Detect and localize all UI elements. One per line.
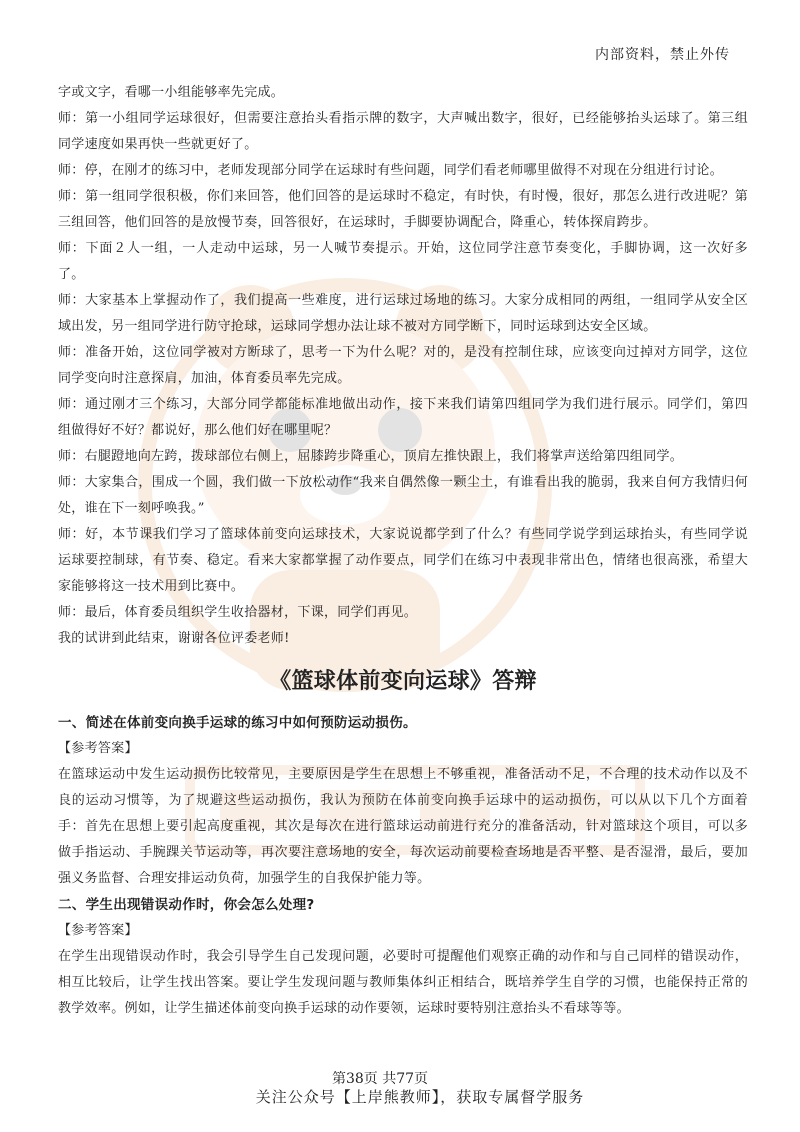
paragraph: 字或文字，看哪一小组能够率先完成。: [58, 85, 285, 100]
answer-text: 在学生出现错误动作时，我会引导学生自己发现问题，必要时可提醒他们观察正确的动作和与自己同样的错误动作，相互比较后，让学生找出答案。要让学生发现问题与教师集体纠正相结合，既培养学生自学的习惯，也能保持正常的教学效率。例如，让学生描述体前变向换手运球的动作要领，运球时要特别注意抬头不看球等等。: [58, 949, 748, 1016]
confidential-notice: 内部资料，禁止外传: [595, 47, 730, 63]
main-content: [58, 80, 748, 1022]
paragraph: 师：大家集合，围成一个圆，我们做一下放松动作“我来自偶然像一颗尘土，有谁看出我的脆弱，我来自何方我情归何处，谁在下一刻呼唤我。”: [58, 475, 748, 516]
paragraph: 师：第一小组同学运球很好，但需要注意抬头看指示牌的数字，大声喊出数字，很好，已经能够抬头运球了。第三组同学速度如果再快一些就更好了。: [58, 111, 748, 152]
paragraph: 我的试讲到此结束，谢谢各位评委老师!: [58, 631, 290, 646]
question-heading: 一、简述在体前变向换手运球的练习中如何预防运动损伤。: [58, 715, 417, 731]
paragraph: 师：最后，体育委员组织学生收拾器材，下课，同学们再见。: [58, 605, 418, 620]
defense-title: 《篮球体前变向运球》答辩: [269, 669, 537, 694]
paragraph: 师：通过刚才三个练习，大部分同学都能标准地做出动作，接下来我们请第四组同学为我们进行展示。同学们，第四组做得好不好？都说好，那么他们好在哪里呢？: [58, 397, 748, 438]
answer-text: 在篮球运动中发生运动损伤比较常见，主要原因是学生在思想上不够重视，准备活动不足，不合理的技术动作以及不良的运动习惯等，为了规避这些运动损伤，我认为预防在体前变向换手运球中的运动损伤，可以从以下几个方面着手：首先在思想上要引起高度重视，其次是每次在进行篮球运动前进行充分的准备活动，针对篮球这个项目，可以多做手指运动、手腕踝关节运动等，再次要注意场地的安全，每次运动前要检查场地是否平整、是否湿滑，最后，要加强义务监督、合理安排运动负荷，加强学生的自我保护能力等。: [58, 767, 748, 886]
page-number: 第38页 共77页: [331, 1071, 429, 1087]
page-footer: [0, 1070, 800, 1106]
paragraph: 师：第一组同学很积极，你们来回答，他们回答的是运球时不稳定，有时快，有时慢，很好，那怎么进行改进呢？第三组回答，他们回答的是放慢节奏，回答很好，在运球时，手脚要协调配合，降重心，转体探肩跨步。: [58, 189, 748, 230]
paragraph: 师：大家基本上掌握动作了，我们提高一些难度，进行运球过场地的练习。大家分成相同的两组，一组同学从安全区域出发，另一组同学进行防守抢球，运球同学想办法让球不被对方同学断下，同时运球到达安全区域。: [58, 293, 748, 334]
answer-label: 【参考答案】: [58, 741, 138, 756]
paragraph: 师：停，在刚才的练习中，老师发现部分同学在运球时有些问题，同学们看老师哪里做得不对现在分组进行讨论。: [58, 163, 724, 178]
paragraph: 师：好，本节课我们学习了篮球体前变向运球技术，大家说说都学到了什么？有些同学说学到运球抬头，有些同学说运球要控制球，有节奏、稳定。看来大家都掌握了动作要点，同学们在练习中表现非常出色，情绪也很高涨，希望大家能够将这一技术用到比赛中。: [58, 527, 748, 594]
answer-label: 【参考答案】: [58, 923, 138, 938]
promo-text: 关注公众号【上岸熊教师】，获取专属督学服务: [255, 1088, 585, 1106]
paragraph: 师：右腿蹬地向左跨，拨球部位右侧上，屈膝跨步降重心，顶肩左推快跟上，我们将掌声送给第四组同学。: [58, 449, 684, 464]
question-heading: 二、学生出现错误动作时，你会怎么处理?: [58, 897, 315, 913]
paragraph: 师：下面２人一组，一人走动中运球，另一人喊节奏提示。开始，这位同学注意节奏变化，手脚协调，这一次好多了。: [58, 241, 748, 282]
paragraph: 师：准备开始，这位同学被对方断球了，思考一下为什么呢？对的，是没有控制住球，应该变向过掉对方同学，这位同学变向时注意探肩，加油，体育委员率先完成。: [58, 345, 748, 386]
